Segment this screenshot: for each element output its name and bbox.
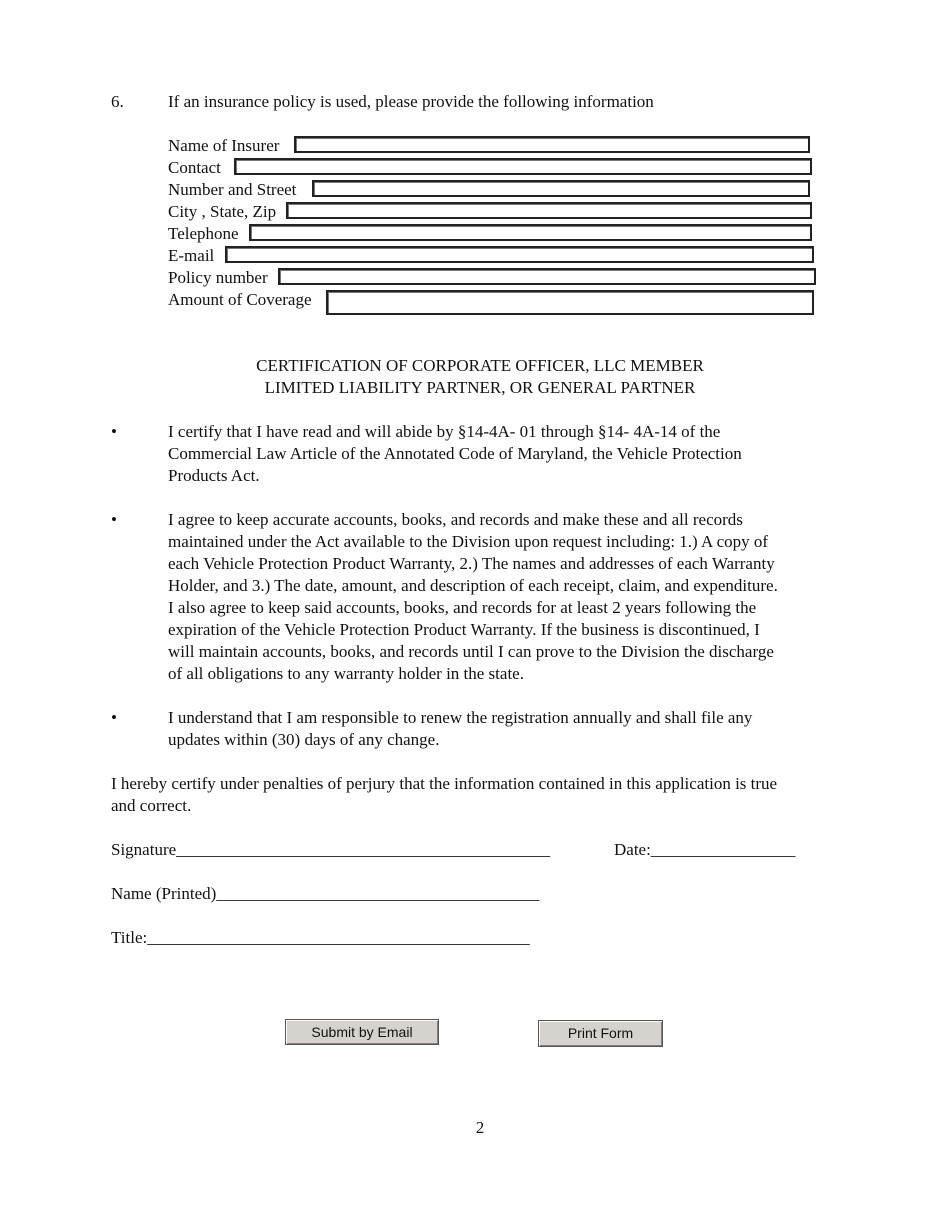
coverage-amount-input[interactable]	[326, 290, 814, 315]
field-label-coverage: Amount of Coverage	[168, 290, 312, 309]
field-row-city	[168, 201, 818, 223]
field-row-coverage	[168, 289, 818, 311]
paragraph-line: updates within (30) days of any change.	[168, 730, 440, 749]
paragraph-line: of all obligations to any warranty holder in the state.	[168, 664, 524, 683]
name-printed-line: Name (Printed)______________________________________	[111, 884, 540, 903]
field-row-policy	[168, 267, 818, 289]
title-line: Title:_____________________________________________	[111, 928, 530, 947]
signature-line: Signature____________________________________________	[111, 840, 551, 859]
perjury-statement-line1: I hereby certify under penalties of perjury that the information contained in this application is true	[111, 774, 778, 793]
certification-title-line1: CERTIFICATION OF CORPORATE OFFICER, LLC MEMBER	[256, 356, 704, 375]
field-row-street	[168, 179, 818, 201]
bullet-marker: •	[111, 510, 117, 529]
submit-by-email-button[interactable]: Submit by Email	[285, 1019, 439, 1045]
insurer-name-input[interactable]	[294, 136, 810, 153]
email-input[interactable]	[225, 246, 814, 263]
field-label-insurer: Name of Insurer	[168, 136, 280, 155]
field-label-policy: Policy number	[168, 268, 268, 287]
paragraph-line: Products Act.	[168, 466, 260, 485]
paragraph-line: maintained under the Act available to the Division upon request including: 1.) A copy of	[168, 532, 769, 551]
field-row-email	[168, 245, 818, 267]
perjury-statement-line2: and correct.	[111, 796, 192, 815]
bullet-marker: •	[111, 708, 117, 727]
bullet-marker: •	[111, 422, 117, 441]
certification-bullet-3	[168, 707, 858, 751]
paragraph-line: I also agree to keep said accounts, books, and records for at least 2 years following the	[168, 598, 757, 617]
paragraph-line: Holder, and 3.) The date, amount, and description of each receipt, claim, and expenditure.	[168, 576, 778, 595]
telephone-input[interactable]	[249, 224, 812, 241]
paragraph-line: I agree to keep accurate accounts, books, and records and make these and all records	[168, 510, 743, 529]
date-line: Date:_________________	[614, 840, 796, 859]
policy-number-input[interactable]	[278, 268, 816, 285]
field-row-contact	[168, 157, 818, 179]
field-label-street: Number and Street	[168, 180, 297, 199]
paragraph-line: each Vehicle Protection Product Warranty, 2.) The names and addresses of each Warranty	[168, 554, 775, 573]
certification-bullet-1	[168, 421, 858, 487]
street-input[interactable]	[312, 180, 810, 197]
certification-bullet-2	[168, 509, 858, 685]
field-label-email: E-mail	[168, 246, 215, 265]
paragraph-line: I certify that I have read and will abide by §14-4A- 01 through §14- 4A-14 of the	[168, 422, 721, 441]
field-row-insurer	[168, 135, 818, 157]
certification-title-line2: LIMITED LIABILITY PARTNER, OR GENERAL PARTNER	[264, 378, 696, 397]
section-number: 6.	[111, 92, 124, 111]
paragraph-line: I understand that I am responsible to renew the registration annually and shall file any	[168, 708, 753, 727]
field-label-telephone: Telephone	[168, 224, 239, 243]
contact-input[interactable]	[234, 158, 812, 175]
paragraph-line: will maintain accounts, books, and records until I can prove to the Division the discharge	[168, 642, 774, 661]
section-prompt: If an insurance policy is used, please provide the following information	[168, 92, 654, 111]
paragraph-line: expiration of the Vehicle Protection Product Warranty. If the business is discontinued, I	[168, 620, 760, 639]
field-row-telephone	[168, 223, 818, 245]
page-number: 2	[475, 1118, 485, 1137]
print-form-button[interactable]: Print Form	[538, 1020, 663, 1047]
paragraph-line: Commercial Law Article of the Annotated Code of Maryland, the Vehicle Protection	[168, 444, 742, 463]
field-label-contact: Contact	[168, 158, 221, 177]
city-state-zip-input[interactable]	[286, 202, 812, 219]
field-label-city: City , State, Zip	[168, 202, 277, 221]
